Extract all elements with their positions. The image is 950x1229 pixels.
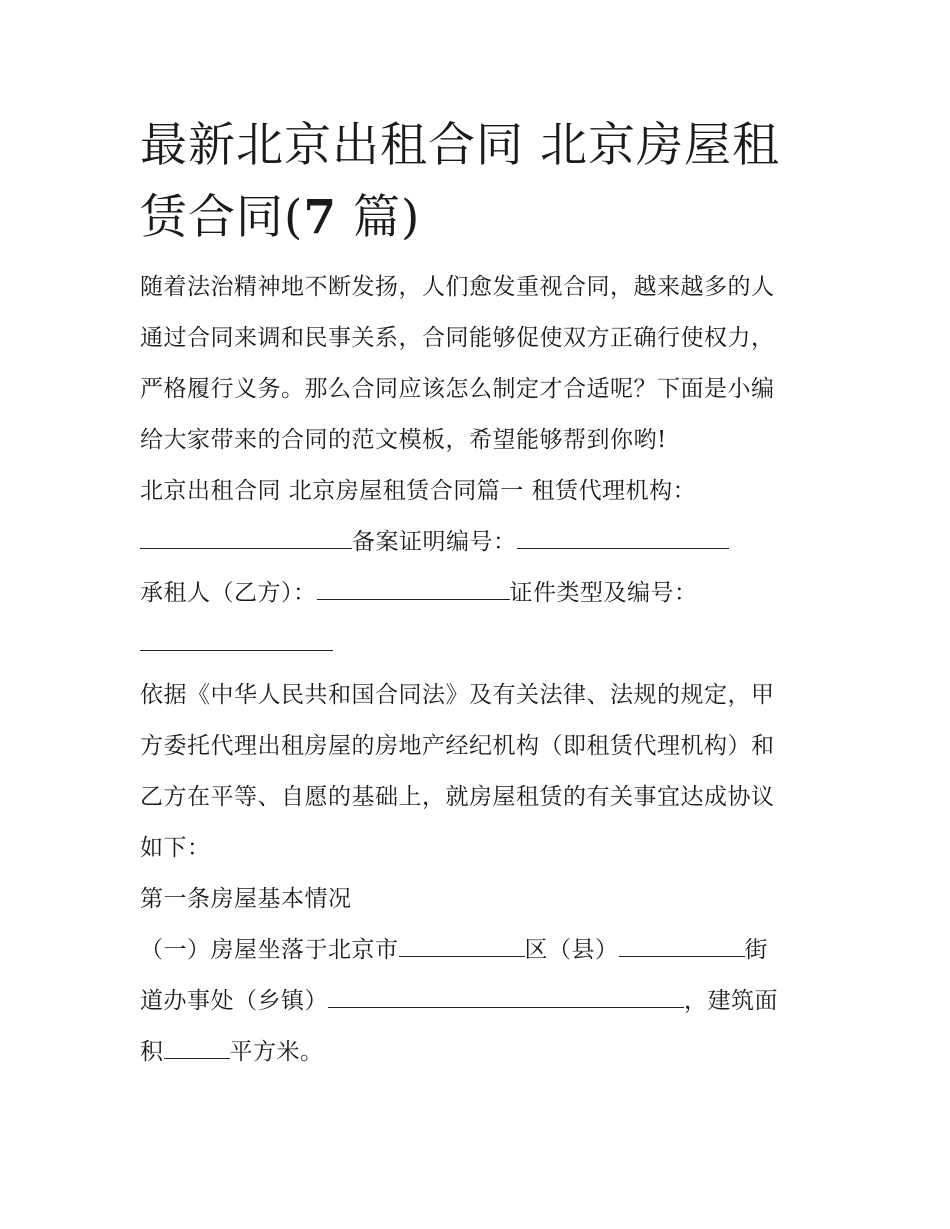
intro-line-3: 严格履行义务。那么合同应该怎么制定才合适呢？下面是小编	[140, 376, 775, 402]
subdistrict-line	[140, 976, 820, 1027]
basis-line-2: 方委托代理出租房屋的房地产经纪机构（即租赁代理机构）和	[140, 733, 775, 759]
intro-line-4: 给大家带来的合同的范文模板，希望能够帮到你哟!	[140, 427, 667, 453]
article-1-heading: 第一条房屋基本情况	[140, 886, 352, 912]
document-page	[140, 110, 820, 1078]
title-number: 7	[303, 190, 338, 245]
title-part1: 最新北京出租合同 北京房屋租赁合同(	[140, 118, 780, 245]
location-line	[140, 925, 820, 976]
tenant-label: 承租人（乙方）：	[140, 580, 317, 606]
area-line	[140, 1027, 820, 1078]
tenant-blank[interactable]	[317, 579, 510, 600]
section-heading: 北京出租合同 北京房屋租赁合同篇一 租赁代理机构：	[140, 478, 697, 504]
area-unit: 平方米。	[229, 1039, 324, 1065]
filing-number-blank[interactable]	[517, 528, 729, 549]
subdistrict-blank[interactable]	[328, 987, 684, 1008]
district-blank[interactable]	[399, 936, 525, 957]
document-title	[140, 110, 820, 254]
agency-blank[interactable]	[140, 528, 352, 549]
agency-line	[140, 517, 820, 568]
subdistrict-label: 道办事处（乡镇）	[140, 988, 328, 1014]
area-label: ，建筑面	[684, 988, 778, 1014]
location-prefix: （一）房屋坐落于北京市	[140, 937, 399, 963]
tenant-line	[140, 568, 820, 619]
basis-line-4: 如下：	[140, 835, 211, 861]
street-label: 街	[744, 937, 768, 963]
street-blank[interactable]	[619, 936, 745, 957]
area-blank[interactable]	[164, 1038, 230, 1059]
intro-line-1: 随着法治精神地不断发扬，人们愈发重视合同，越来越多的人	[140, 274, 775, 300]
intro-line-2: 通过合同来调和民事关系，合同能够促使双方正确行使权力，	[140, 325, 775, 351]
filing-label: 备案证明编号：	[352, 529, 517, 555]
id-label: 证件类型及编号：	[509, 580, 698, 606]
id-number-blank[interactable]	[140, 630, 333, 651]
area-prefix: 积	[140, 1039, 164, 1065]
title-part2: 篇)	[337, 190, 421, 245]
basis-line-3: 乙方在平等、自愿的基础上，就房屋租赁的有关事宜达成协议	[140, 784, 775, 810]
district-label: 区（县）	[524, 937, 619, 963]
basis-line-1: 依据《中华人民共和国合同法》及有关法律、法规的规定，甲	[140, 682, 775, 708]
id-number-line	[140, 619, 820, 670]
